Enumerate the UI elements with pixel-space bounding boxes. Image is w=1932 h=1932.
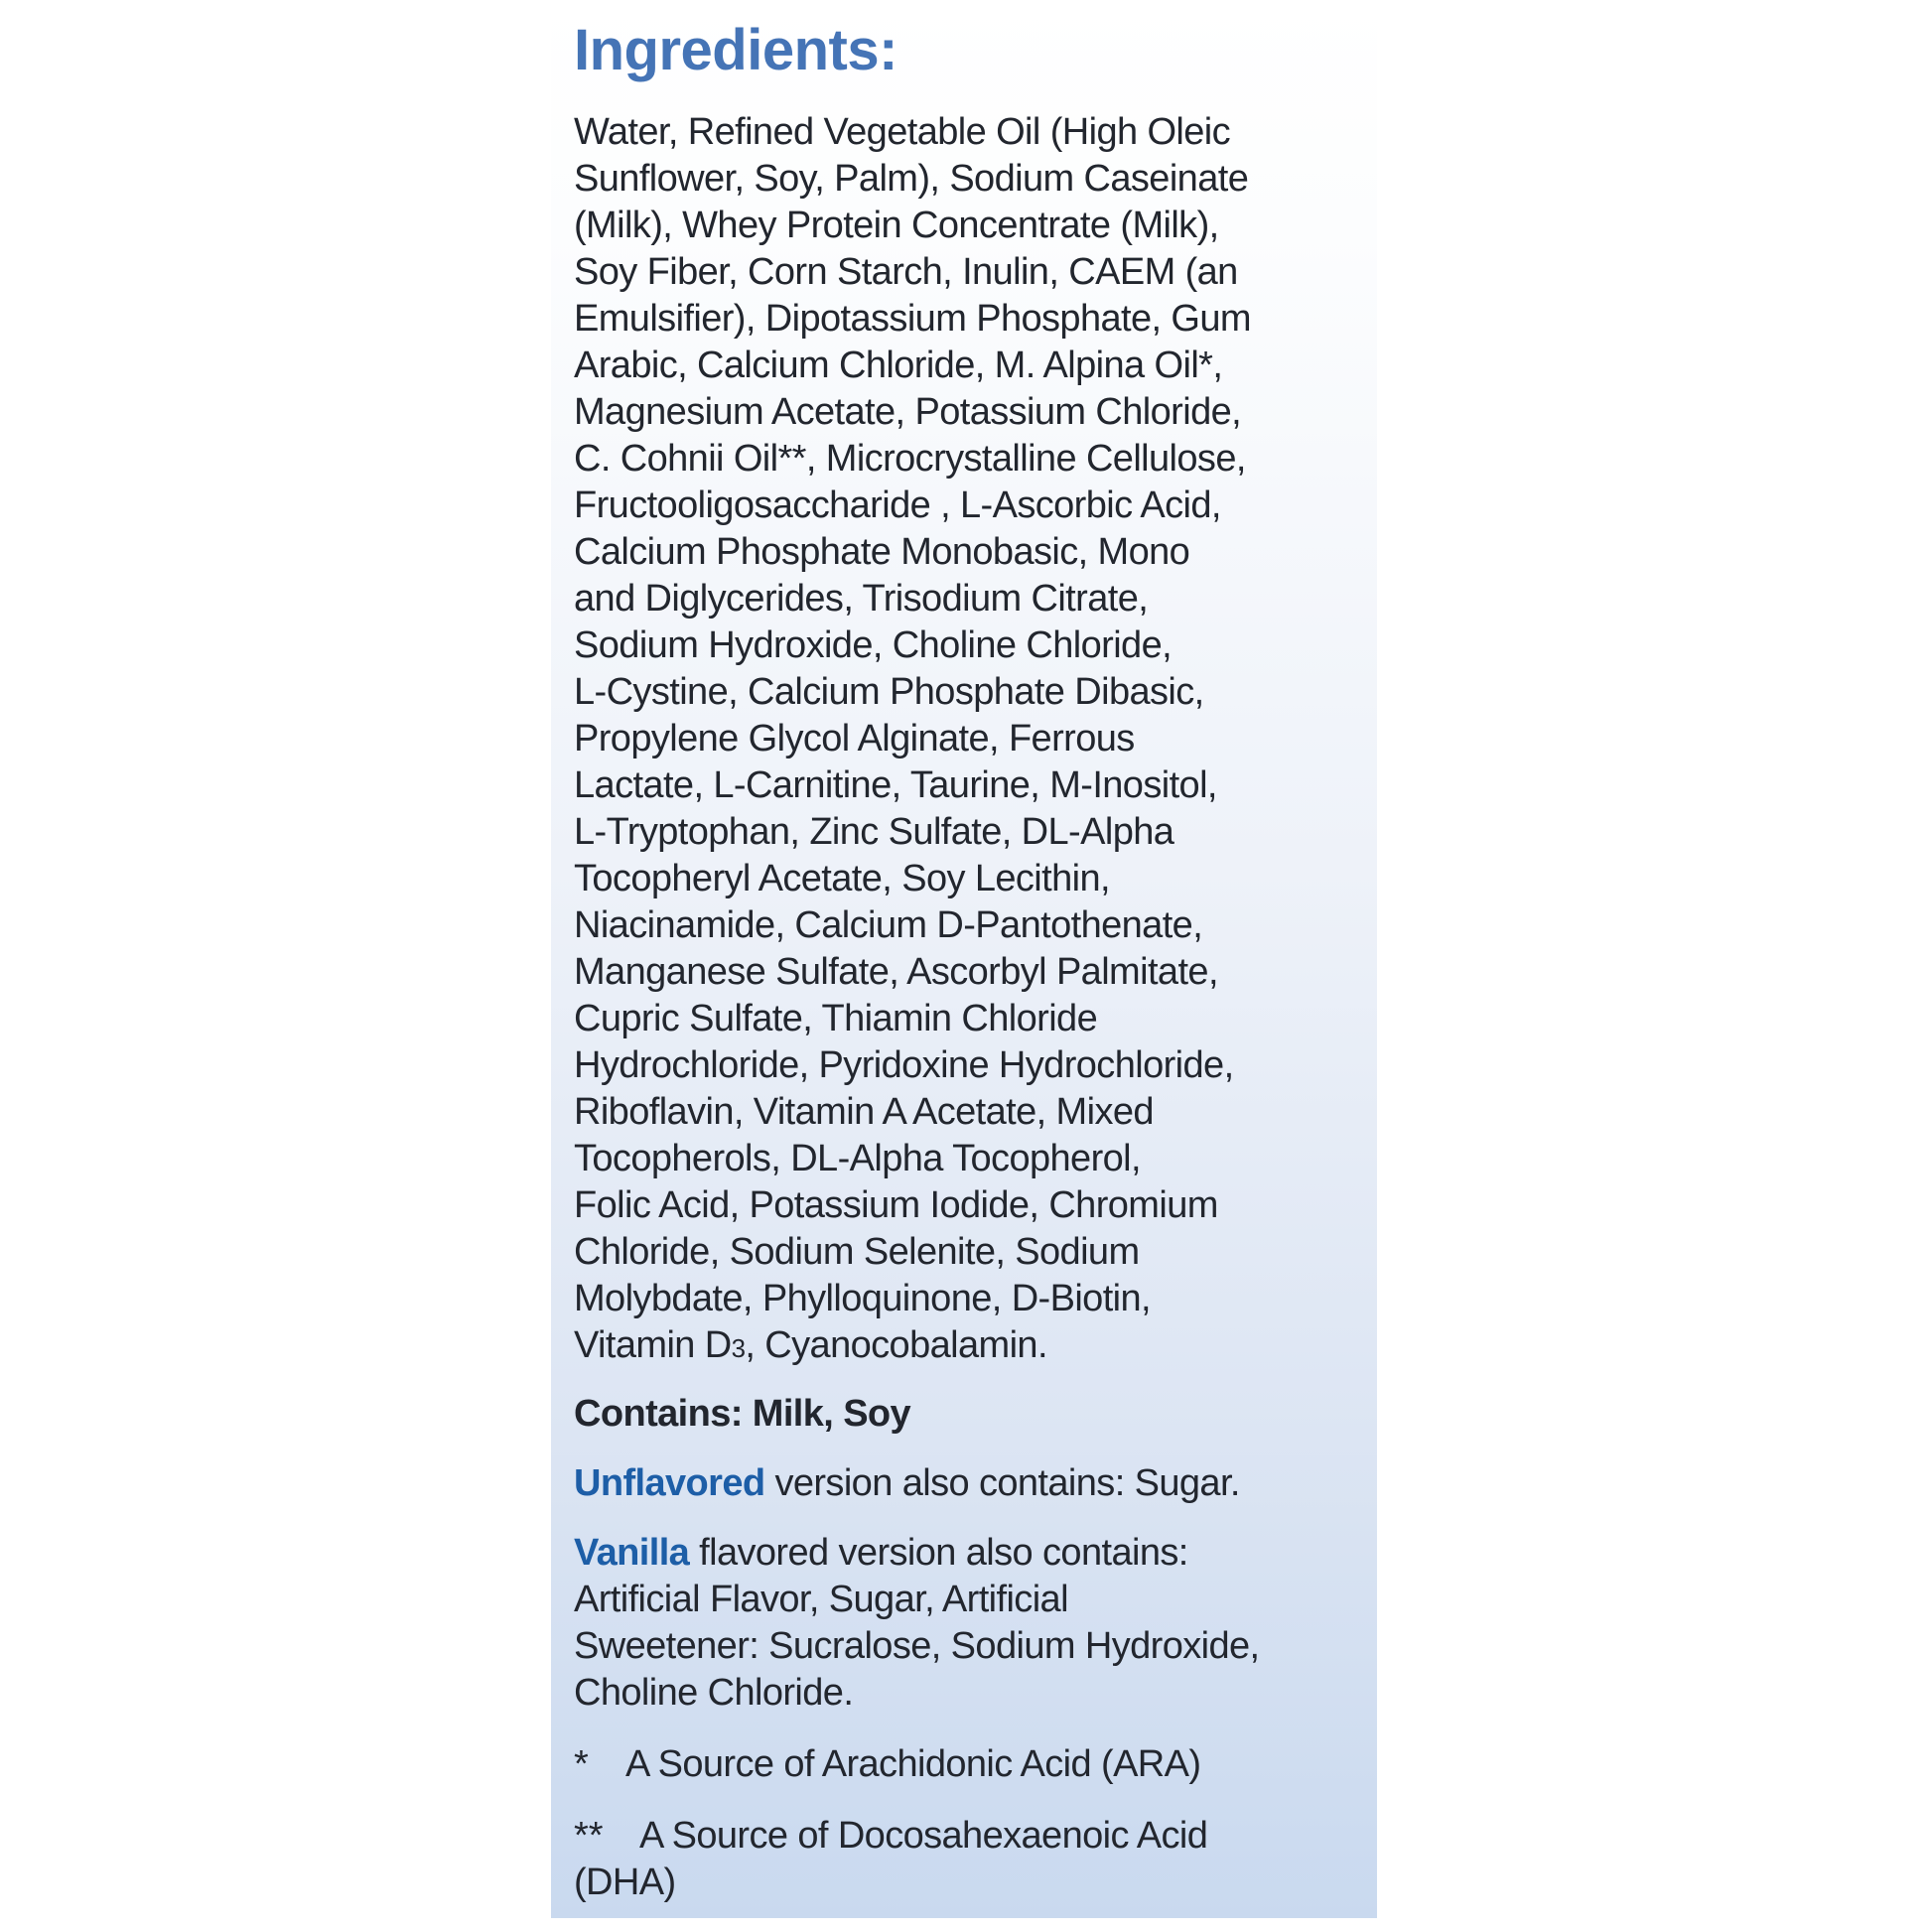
- footnote-ara-text: A Source of Arachidonic Acid (ARA): [625, 1743, 1201, 1785]
- ingredient-line: Calcium Phosphate Monobasic, Mono: [574, 531, 1190, 573]
- vanilla-note: [574, 1530, 1357, 1717]
- ingredient-line: Hydrochloride, Pyridoxine Hydrochloride,: [574, 1044, 1234, 1086]
- vitamin-d-text: Vitamin D: [574, 1324, 732, 1366]
- ingredient-line: Sunflower, Soy, Palm), Sodium Caseinate: [574, 158, 1249, 200]
- unflavored-note-text: version also contains: Sugar.: [764, 1462, 1240, 1504]
- unflavored-note: [574, 1460, 1357, 1507]
- footnote-dha-first-line: [574, 1813, 1357, 1860]
- vanilla-label: Vanilla: [574, 1532, 690, 1574]
- ingredient-line: Sodium Hydroxide, Choline Chloride,: [574, 624, 1173, 666]
- ingredient-lines: [574, 109, 1357, 1322]
- unflavored-label: Unflavored: [574, 1462, 765, 1504]
- vanilla-note-first-line: [574, 1530, 1357, 1577]
- vanilla-note-text: flavored version also contains:: [689, 1532, 1188, 1574]
- ingredient-line: Tocopherols, DL-Alpha Tocopherol,: [574, 1138, 1141, 1179]
- ingredient-line: Manganese Sulfate, Ascorbyl Palmitate,: [574, 951, 1218, 993]
- vanilla-note-line: Sweetener: Sucralose, Sodium Hydroxide,: [574, 1625, 1260, 1667]
- footnote-dha-text: A Source of Docosahexaenoic Acid: [639, 1815, 1208, 1857]
- asterisk-marker: *: [574, 1743, 589, 1785]
- ingredient-line: Fructooligosaccharide , L-Ascorbic Acid,: [574, 484, 1221, 526]
- ingredients-panel: [551, 0, 1377, 1918]
- ingredient-line: (Milk), Whey Protein Concentrate (Milk),: [574, 205, 1219, 246]
- ingredient-line: C. Cohnii Oil**, Microcrystalline Cellulose,: [574, 438, 1246, 480]
- ingredient-line: Riboflavin, Vitamin A Acetate, Mixed: [574, 1091, 1154, 1133]
- ingredient-line: Chloride, Sodium Selenite, Sodium: [574, 1231, 1140, 1273]
- ingredient-line: Lactate, L-Carnitine, Taurine, M-Inositol,: [574, 764, 1217, 806]
- ingredient-line: Folic Acid, Potassium Iodide, Chromium: [574, 1184, 1218, 1226]
- vanilla-note-line: Artificial Flavor, Sugar, Artificial: [574, 1579, 1068, 1620]
- vanilla-note-line: Choline Chloride.: [574, 1672, 854, 1714]
- ingredient-line: Arabic, Calcium Chloride, M. Alpina Oil*,: [574, 345, 1223, 386]
- ingredient-line: Cupric Sulfate, Thiamin Chloride: [574, 998, 1098, 1039]
- ingredient-line: Magnesium Acetate, Potassium Chloride,: [574, 391, 1242, 433]
- ingredients-paragraph: [574, 109, 1357, 1369]
- ingredient-line: Niacinamide, Calcium D-Pantothenate,: [574, 904, 1203, 946]
- vitamin-d3-subscript: 3: [731, 1335, 746, 1363]
- vitamin-line-end: , Cyanocobalamin.: [745, 1324, 1047, 1366]
- footnote-dha: [574, 1813, 1357, 1906]
- ingredient-line: L-Cystine, Calcium Phosphate Dibasic,: [574, 671, 1204, 713]
- ingredients-heading: Ingredients:: [574, 18, 897, 82]
- ingredient-line: Molybdate, Phylloquinone, D-Biotin,: [574, 1278, 1152, 1319]
- ingredient-line: Soy Fiber, Corn Starch, Inulin, CAEM (an: [574, 251, 1238, 293]
- footnote-dha-wrap-line: (DHA): [574, 1862, 676, 1903]
- vanilla-note-lines: [574, 1577, 1357, 1717]
- ingredient-line: Water, Refined Vegetable Oil (High Oleic: [574, 111, 1231, 153]
- ingredient-line: and Diglycerides, Trisodium Citrate,: [574, 578, 1149, 620]
- ingredient-line-vitamin-d3: [574, 1322, 1357, 1369]
- ingredient-line: L-Tryptophan, Zinc Sulfate, DL-Alpha: [574, 811, 1174, 853]
- double-asterisk-marker: **: [574, 1815, 604, 1857]
- ingredient-line: Propylene Glycol Alginate, Ferrous: [574, 718, 1135, 759]
- contains-statement: Contains: Milk, Soy: [574, 1393, 911, 1435]
- footnote-ara: [574, 1741, 1357, 1788]
- ingredient-line: Tocopheryl Acetate, Soy Lecithin,: [574, 858, 1110, 899]
- ingredient-line: Emulsifier), Dipotassium Phosphate, Gum: [574, 298, 1251, 340]
